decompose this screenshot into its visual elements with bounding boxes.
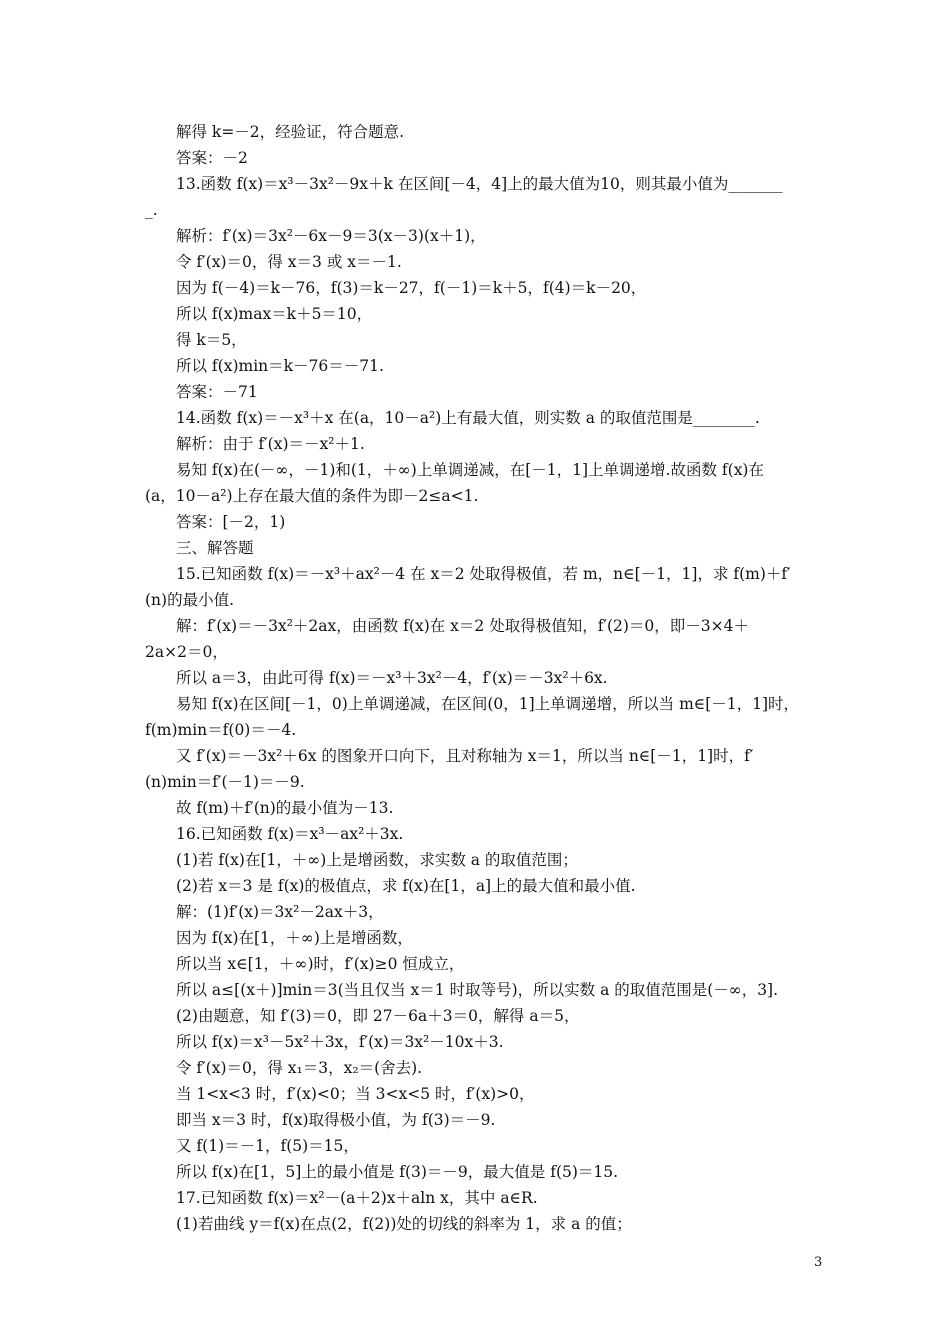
text-line: 易知 f(x)在(－∞，－1)和(1，＋∞)上单调递减，在[－1，1]上单调递增.故函数 f(x)在: [176, 461, 764, 479]
text-line: (2)若 x＝3 是 f(x)的极值点，求 f(x)在[1，a]上的最大值和最小值.: [176, 877, 636, 895]
text-line: 答案：－2: [176, 149, 248, 167]
text-line: 所以当 x∈[1，＋∞)时，f′(x)≥0 恒成立，: [176, 955, 465, 973]
text-line: 答案：[－2，1): [176, 513, 286, 531]
question-15: 15.已知函数 f(x)＝－x³＋ax²－4 在 x＝2 处取得极值，若 m，n∈[－1，1]，求 f(m)＋f′: [176, 565, 791, 583]
text-line: (n)的最小值.: [145, 591, 235, 609]
text-line: 解析：f′(x)＝3x²－6x－9＝3(x－3)(x＋1)，: [176, 227, 486, 245]
text-line: 所以 a＝3，由此可得 f(x)＝－x³＋3x²－4，f′(x)＝－3x²＋6x.: [176, 669, 608, 687]
text-line: (2)由题意，知 f′(3)＝0，即 27－6a＋3＝0，解得 a＝5，: [176, 1007, 580, 1025]
text-line: 解析：由于 f′(x)＝－x²＋1.: [176, 435, 365, 453]
text-line: 所以 f(x)＝x³－5x²＋3x，f′(x)＝3x²－10x＋3.: [176, 1033, 504, 1051]
question-13: 13.函数 f(x)＝x³－3x²－9x＋k 在区间[－4，4]上的最大值为10，则其最小值为_______: [176, 175, 783, 193]
text-line: (n)min＝f′(－1)＝－9.: [145, 773, 305, 791]
text-line: _.: [145, 201, 158, 219]
text-line: 解得 k=－2，经验证，符合题意.: [176, 123, 405, 141]
page-number: 3: [814, 1255, 823, 1270]
text-line: (1)若 f(x)在[1，＋∞)上是增函数，求实数 a 的取值范围；: [176, 851, 578, 869]
text-line: 又 f(1)＝－1，f(5)＝15，: [176, 1137, 359, 1155]
text-line: 令 f′(x)＝0，得 x₁＝3，x₂＝(舍去).: [176, 1059, 423, 1077]
text-line: 所以 f(x)min＝k－76＝－71.: [176, 357, 384, 375]
text-line: 所以 f(x)max＝k＋5＝10，: [176, 305, 373, 323]
text-line: 因为 f(x)在[1，＋∞)上是增函数，: [176, 929, 413, 947]
question-17: 17.已知函数 f(x)＝x²－(a＋2)x＋aln x，其中 a∈R.: [176, 1189, 538, 1207]
text-line: 因为 f(－4)＝k－76，f(3)＝k－27，f(－1)＝k＋5，f(4)＝k－20，: [176, 279, 647, 297]
text-line: 又 f′(x)＝－3x²＋6x 的图象开口向下，且对称轴为 x＝1，所以当 n∈[－1，1]时，f′: [176, 747, 754, 765]
text-line: 所以 a≤[(x＋)]min＝3(当且仅当 x＝1 时取等号)，所以实数 a 的取值范围是(－∞，3].: [176, 981, 779, 999]
text-line: f(m)min＝f(0)＝－4.: [145, 721, 297, 739]
text-line: (a，10－a²)上存在最大值的条件为即－2≤a<1.: [145, 487, 479, 505]
text-line: 易知 f(x)在区间[－1，0)上单调递减，在区间(0，1]上单调递增，所以当 m∈[－1，1]时，: [176, 695, 800, 713]
question-16: 16.已知函数 f(x)＝x³－ax²＋3x.: [176, 825, 404, 843]
text-line: 即当 x＝3 时，f(x)取得极小值，为 f(3)＝－9.: [176, 1111, 496, 1129]
section-heading: 三、解答题: [176, 539, 254, 557]
text-line: 解：(1)f′(x)＝3x²－2ax＋3，: [176, 903, 384, 921]
question-14: 14.函数 f(x)＝－x³＋x 在(a，10－a²)上有最大值，则实数 a 的取值范围是________.: [176, 409, 760, 427]
text-line: 解：f′(x)＝－3x²＋2ax，由函数 f(x)在 x＝2 处取得极值知，f′(2)＝0，即－3×4＋: [176, 617, 749, 635]
text-line: 答案：－71: [176, 383, 258, 401]
text-line: 当 1<x<3 时，f′(x)<0；当 3<x<5 时，f′(x)>0，: [176, 1085, 535, 1103]
text-line: (1)若曲线 y＝f(x)在点(2，f(2))处的切线的斜率为 1，求 a 的值；: [176, 1215, 632, 1233]
text-line: 得 k＝5，: [176, 331, 247, 349]
text-line: 2a×2＝0，: [145, 643, 228, 661]
text-line: 令 f′(x)＝0，得 x＝3 或 x＝－1.: [176, 253, 402, 271]
text-line: 故 f(m)＋f′(n)的最小值为－13.: [176, 799, 394, 817]
text-line: 所以 f(x)在[1，5]上的最小值是 f(3)＝－9，最大值是 f(5)＝15.: [176, 1163, 619, 1181]
